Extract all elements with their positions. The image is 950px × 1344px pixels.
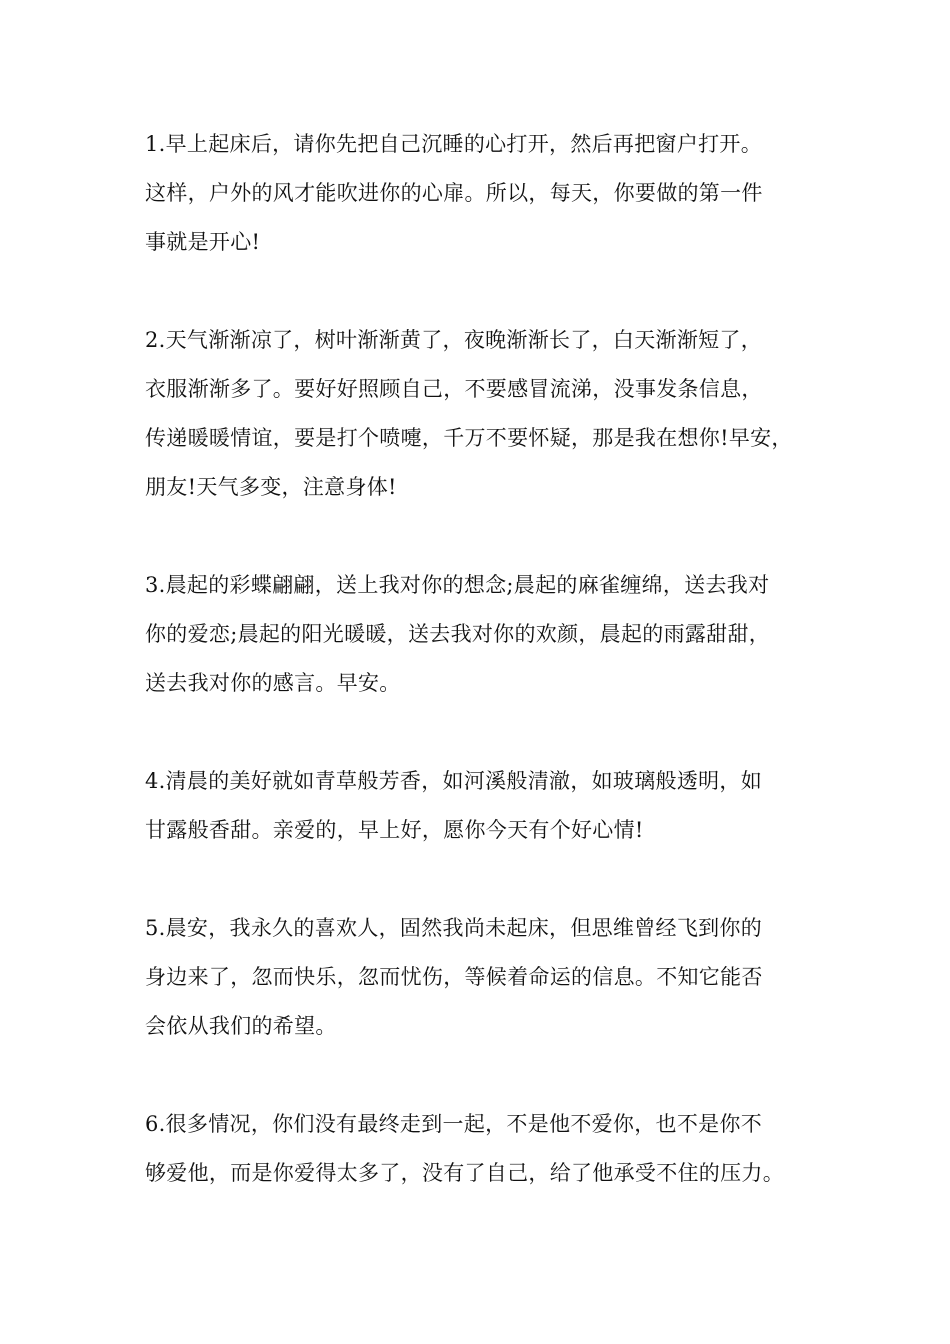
paragraph-line: 2.天气渐渐凉了，树叶渐渐黄了，夜晚渐渐长了，白天渐渐短了， — [145, 328, 763, 352]
paragraph-6 — [145, 1100, 825, 1198]
paragraph-2 — [145, 316, 825, 512]
paragraph-line: 传递暖暖情谊，要是打个喷嚏，千万不要怀疑，那是我在想你!早安， — [145, 426, 793, 450]
paragraph-line: 朋友!天气多变，注意身体! — [145, 475, 397, 499]
paragraph-line: 事就是开心! — [145, 230, 261, 254]
document-body — [145, 120, 825, 1247]
paragraph-5 — [145, 904, 825, 1051]
paragraph-line: 5.晨安，我永久的喜欢人，固然我尚未起床，但思维曾经飞到你的 — [145, 916, 763, 940]
paragraph-line: 够爱他，而是你爱得太多了，没有了自己，给了他承受不住的压力。 — [145, 1161, 784, 1185]
paragraph-line: 衣服渐渐多了。要好好照顾自己，不要感冒流涕，没事发条信息， — [145, 377, 763, 401]
paragraph-line: 6.很多情况，你们没有最终走到一起，不是他不爱你，也不是你不 — [145, 1112, 763, 1136]
paragraph-line: 身边来了，忽而快乐，忽而忧伤，等候着命运的信息。不知它能否 — [145, 965, 763, 989]
paragraph-4 — [145, 757, 825, 855]
paragraph-1 — [145, 120, 825, 267]
paragraph-line: 会依从我们的希望。 — [145, 1014, 337, 1038]
paragraph-line: 你的爱恋;晨起的阳光暖暖，送去我对你的欢颜，晨起的雨露甜甜， — [145, 622, 771, 646]
paragraph-3 — [145, 561, 825, 708]
paragraph-line: 这样，户外的风才能吹进你的心扉。所以，每天，你要做的第一件 — [145, 181, 763, 205]
paragraph-line: 1.早上起床后，请你先把自己沉睡的心打开，然后再把窗户打开。 — [145, 132, 763, 156]
paragraph-line: 4.清晨的美好就如青草般芳香，如河溪般清澈，如玻璃般透明，如 — [145, 769, 763, 793]
paragraph-line: 甘露般香甜。亲爱的，早上好，愿你今天有个好心情! — [145, 818, 644, 842]
paragraph-line: 送去我对你的感言。早安。 — [145, 671, 401, 695]
paragraph-line: 3.晨起的彩蝶翩翩，送上我对你的想念;晨起的麻雀缠绵，送去我对 — [145, 573, 770, 597]
